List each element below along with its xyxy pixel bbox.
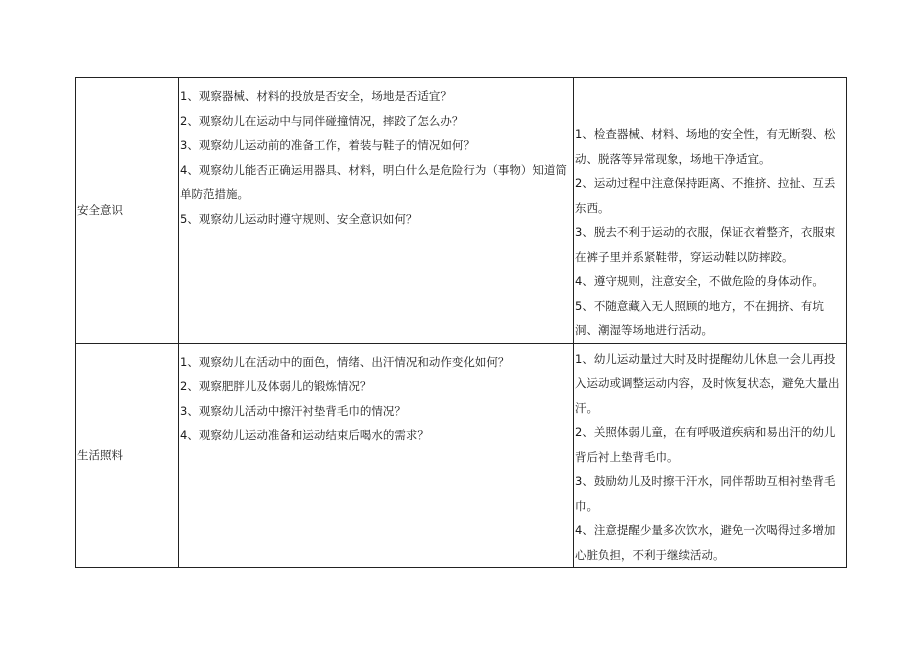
measure-item: 4、注意提醒少量多次饮水，避免一次喝得过多增加心脏负担，不利于继续活动。: [575, 523, 836, 562]
observation-cell: [179, 78, 574, 344]
observation-item: 1、观察器械、材料的投放是否安全，场地是否适宜？: [180, 89, 452, 103]
observation-cell: [179, 343, 574, 568]
measure-item: 1、幼儿运动量过大时及时提醒幼儿休息一会儿再投入运动或调整运动内容，及时恢复状态，避免大量出汗。: [575, 351, 840, 415]
category-cell: 安全意识: [76, 78, 179, 344]
observation-item: 1、观察幼儿在活动中的面色，情绪、出汗情况和动作变化如何？: [180, 354, 510, 369]
observation-item: 4、观察幼儿能否正确运用器具、材料，明白什么是危险行为（事物）知道简单防范措施。: [180, 162, 567, 201]
observation-item: 2、观察肥胖儿及体弱儿的锻炼情况？: [180, 379, 372, 393]
measure-item: 4、遵守规则，注意安全，不做危险的身体动作。: [575, 274, 824, 288]
measure-item: 5、不随意藏入无人照顾的地方，不在拥挤、有坑洞、潮湿等场地进行活动。: [575, 298, 824, 337]
measure-item: 2、运动过程中注意保持距离、不推挤、拉扯、互丢东西。: [575, 176, 836, 215]
observation-item: 4、观察幼儿运动准备和运动结束后喝水的需求？: [180, 428, 429, 442]
observation-item: 5、观察幼儿运动时遵守规则、安全意识如何？: [180, 211, 418, 226]
measure-item: 3、鼓励幼儿及时擦干汗水，同伴帮助互相衬垫背毛巾。: [575, 474, 836, 513]
measure-item: 3、脱去不利于运动的衣服，保证衣着整齐，衣服束在裤子里并系紧鞋带，穿运动鞋以防摔跤。: [575, 225, 836, 264]
table-row-life-care: [76, 343, 847, 568]
observation-item: 3、观察幼儿活动中擦汗衬垫背毛巾的情况？: [180, 403, 406, 418]
observation-table: [75, 77, 847, 568]
measure-cell: [574, 78, 847, 344]
table-row-safety: [76, 78, 847, 344]
measure-cell: [574, 343, 847, 568]
observation-item: 2、观察幼儿在运动中与同伴碰撞情况，摔跤了怎么办？: [180, 113, 464, 128]
measure-item: 1、检查器械、材料、场地的安全性，有无断裂、松动、脱落等异常现象，场地干净适宜。: [575, 127, 836, 166]
category-cell: 生活照料: [76, 343, 179, 568]
measure-item: 2、关照体弱儿童，在有呼吸道疾病和易出汗的幼儿背后衬上垫背毛巾。: [575, 425, 836, 464]
observation-item: 3、观察幼儿运动前的准备工作，着装与鞋子的情况如何？: [180, 138, 475, 152]
